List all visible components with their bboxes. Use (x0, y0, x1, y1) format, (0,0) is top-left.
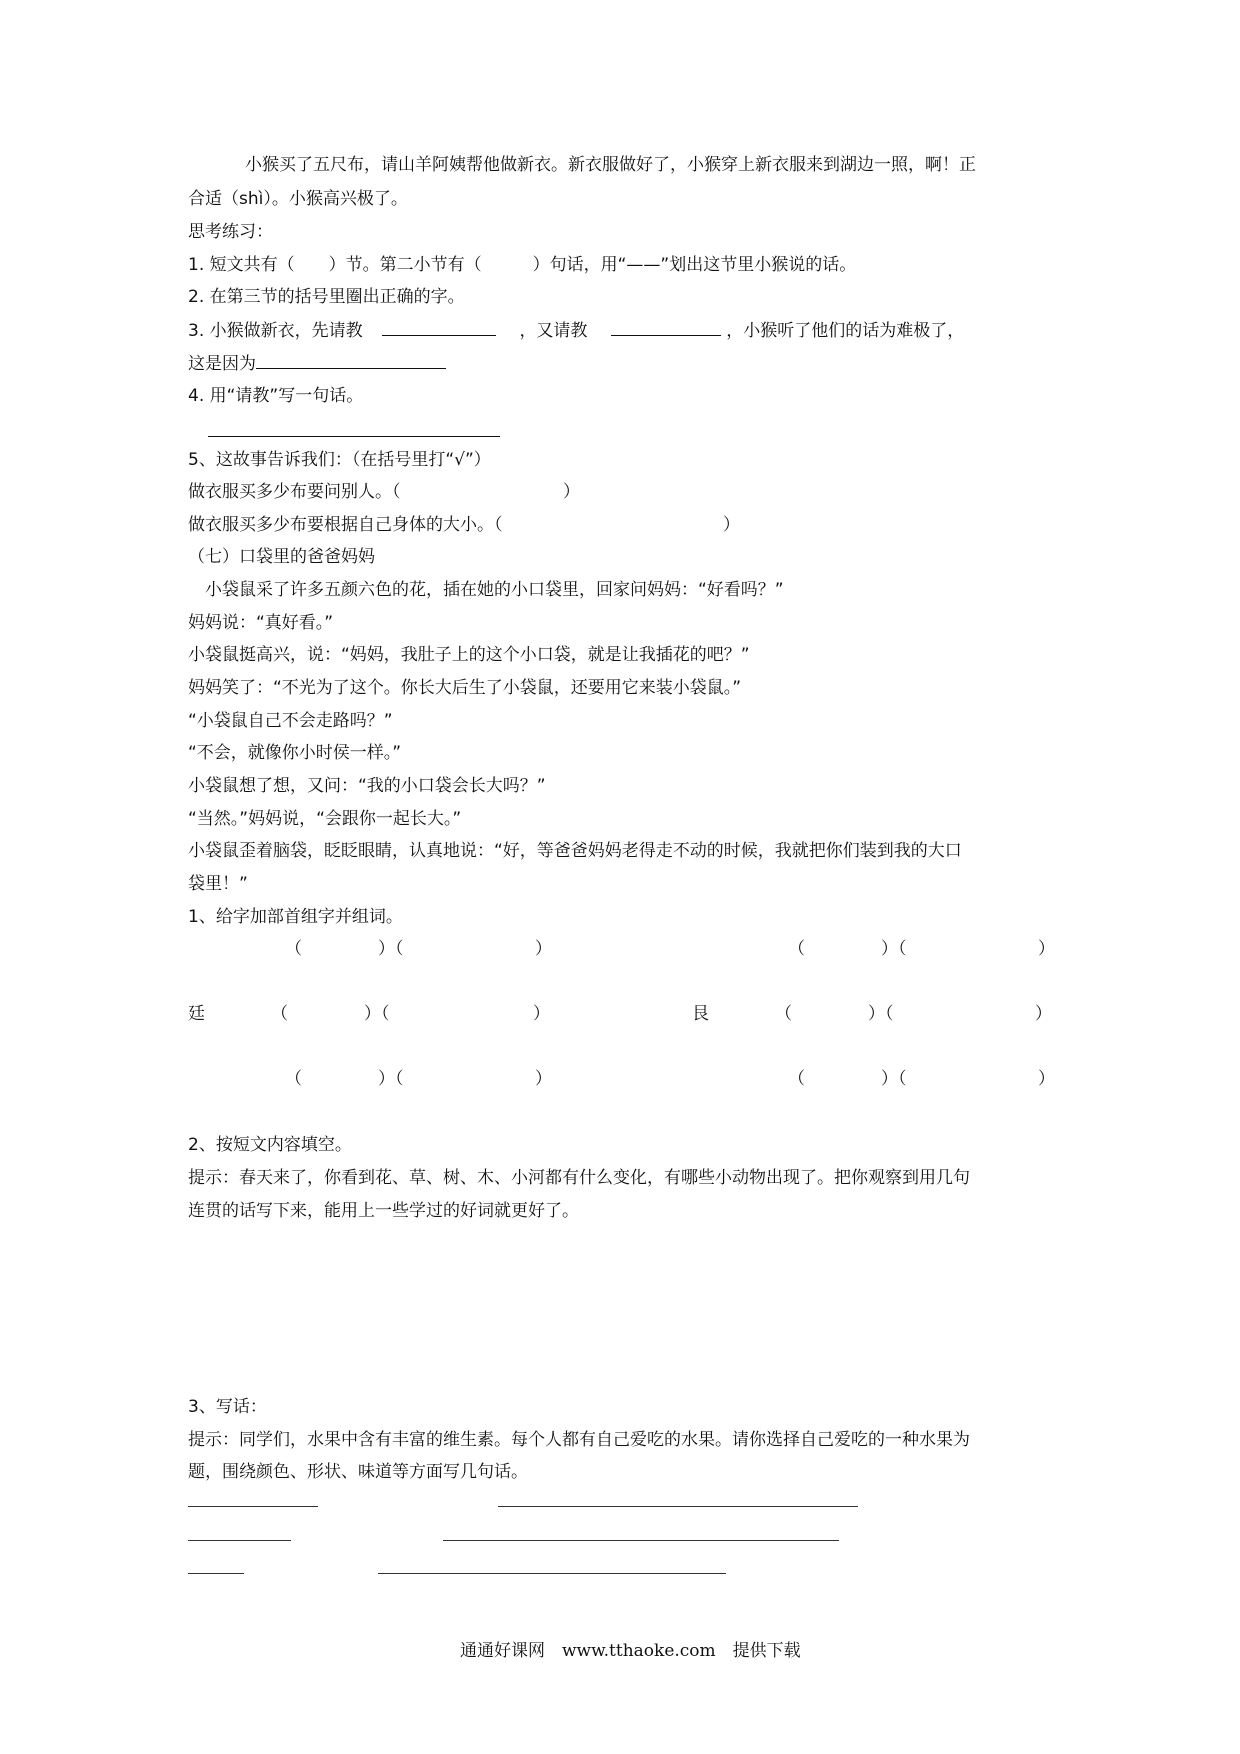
question-3-line2 (188, 352, 446, 375)
story2-line: “小袋鼠自己不会走路吗？” (188, 711, 393, 731)
exercise-title: 思考练习： (188, 222, 273, 242)
question-2: 2. 在第三节的括号里圈出正确的字。 (188, 287, 465, 307)
question-3-part-c: ，小猴听了他们的话为难极了， (726, 321, 965, 341)
story2-line: 小袋鼠挺高兴，说：“妈妈，我肚子上的这个小口袋，就是让我插花的吧？” (188, 645, 750, 665)
open-paren: （ (775, 1004, 792, 1024)
question-3 (188, 319, 964, 342)
story2-line: 袋里！” (188, 874, 248, 894)
paren-pair: ）（ (378, 939, 404, 959)
paren-pair: ）（ (881, 1069, 907, 1089)
story1-paragraph-line1: 小猴买了五尺布，请山羊阿姨帮他做新衣。新衣服做好了，小猴穿上新衣服来到湖边一照，啊！正 (245, 155, 976, 175)
question-4: 4. 用“请教”写一句话。 (188, 386, 364, 406)
story2-line: 妈妈笑了：“不光为了这个。你长大后生了小袋鼠，还要用它来装小袋鼠。” (188, 678, 742, 698)
story1-paragraph-line2: 合适（shì）。小猴高兴极了。 (188, 189, 408, 209)
exercise-2-title: 2、按短文内容填空。 (188, 1135, 352, 1155)
paren-pair: ）（ (868, 1004, 894, 1024)
exercise-3-title: 3、写话： (188, 1397, 267, 1417)
answer-blank[interactable] (256, 352, 446, 369)
story2-line: 小袋鼠歪着脑袋，眨眨眼睛，认真地说：“好，等爸爸妈妈老得走不动的时候，我就把你们装到我的大口 (188, 841, 962, 861)
exercise-1-title: 1、给字加部首组字并组词。 (188, 907, 403, 927)
paren-pair: ）（ (364, 1004, 390, 1024)
paren-pair: ）（ (881, 939, 907, 959)
q5-option-1: 做衣服买多少布要问别人。（ (188, 482, 401, 502)
close-paren: ） (1035, 1004, 1052, 1024)
page-footer: 通通好课网 www.tthaoke.com 提供下载 (460, 1641, 801, 1661)
exercise-2-hint-line1: 提示：春天来了，你看到花、草、树、木、小河都有什么变化，有哪些小动物出现了。把你观察到用几句 (188, 1168, 970, 1188)
question-5: 5、这故事告诉我们：（在括号里打“√”） (188, 450, 491, 470)
question-3-part-b: ，又请教 (519, 321, 588, 341)
close-paren: ） (535, 939, 552, 959)
close-paren: ） (1038, 939, 1055, 959)
answer-blank[interactable] (208, 420, 500, 437)
paren-pair: ）（ (378, 1069, 404, 1089)
open-paren: （ (788, 939, 805, 959)
question-3-because: 这是因为 (188, 354, 256, 374)
exercise-3-hint-line2: 题，围绕颜色、形状、味道等方面写几句话。 (188, 1462, 528, 1482)
close-paren: ） (535, 1069, 552, 1089)
base-character-ting: 廷 (188, 1004, 205, 1024)
open-paren: （ (788, 1069, 805, 1089)
story2-title: （七）口袋里的爸爸妈妈 (188, 547, 375, 567)
story2-line: “当然。”妈妈说，“会跟你一起长大。” (188, 809, 462, 829)
open-paren: （ (285, 1069, 302, 1089)
writing-line[interactable] (188, 1506, 318, 1507)
exercise-2-hint-line2: 连贯的话写下来，能用上一些学过的好词就更好了。 (188, 1201, 579, 1221)
question-1: 1. 短文共有（ ）节。第二小节有（ ）句话，用“——”划出这节里小猴说的话。 (188, 255, 857, 275)
story2-line: 小袋鼠想了想，又问：“我的小口袋会长大吗？” (188, 776, 546, 796)
question-3-part-a: 3. 小猴做新衣，先请教 (188, 321, 363, 341)
writing-line[interactable] (443, 1540, 839, 1541)
writing-line[interactable] (378, 1573, 726, 1574)
q5-option-2-close: ） (723, 515, 740, 535)
close-paren: ） (1038, 1069, 1055, 1089)
close-paren: ） (533, 1004, 550, 1024)
open-paren: （ (285, 939, 302, 959)
story2-line: 妈妈说：“真好看。” (188, 613, 334, 633)
story2-line: 小袋鼠采了许多五颜六色的花，插在她的小口袋里，回家问妈妈：“好看吗？” (188, 580, 784, 600)
writing-line[interactable] (188, 1540, 291, 1541)
open-paren: （ (271, 1004, 288, 1024)
base-character-gen: 艮 (692, 1004, 709, 1024)
story2-line: “不会，就像你小时侯一样。” (188, 743, 402, 763)
exercise-3-hint-line1: 提示：同学们，水果中含有丰富的维生素。每个人都有自己爱吃的水果。请你选择自己爱吃的一种水果为 (188, 1430, 970, 1450)
q5-option-2: 做衣服买多少布要根据自己身体的大小。（ (188, 515, 503, 535)
q5-option-1-close: ） (563, 482, 580, 502)
answer-blank[interactable] (611, 319, 721, 336)
writing-line[interactable] (188, 1573, 244, 1574)
answer-blank[interactable] (382, 319, 496, 336)
writing-line[interactable] (498, 1506, 858, 1507)
